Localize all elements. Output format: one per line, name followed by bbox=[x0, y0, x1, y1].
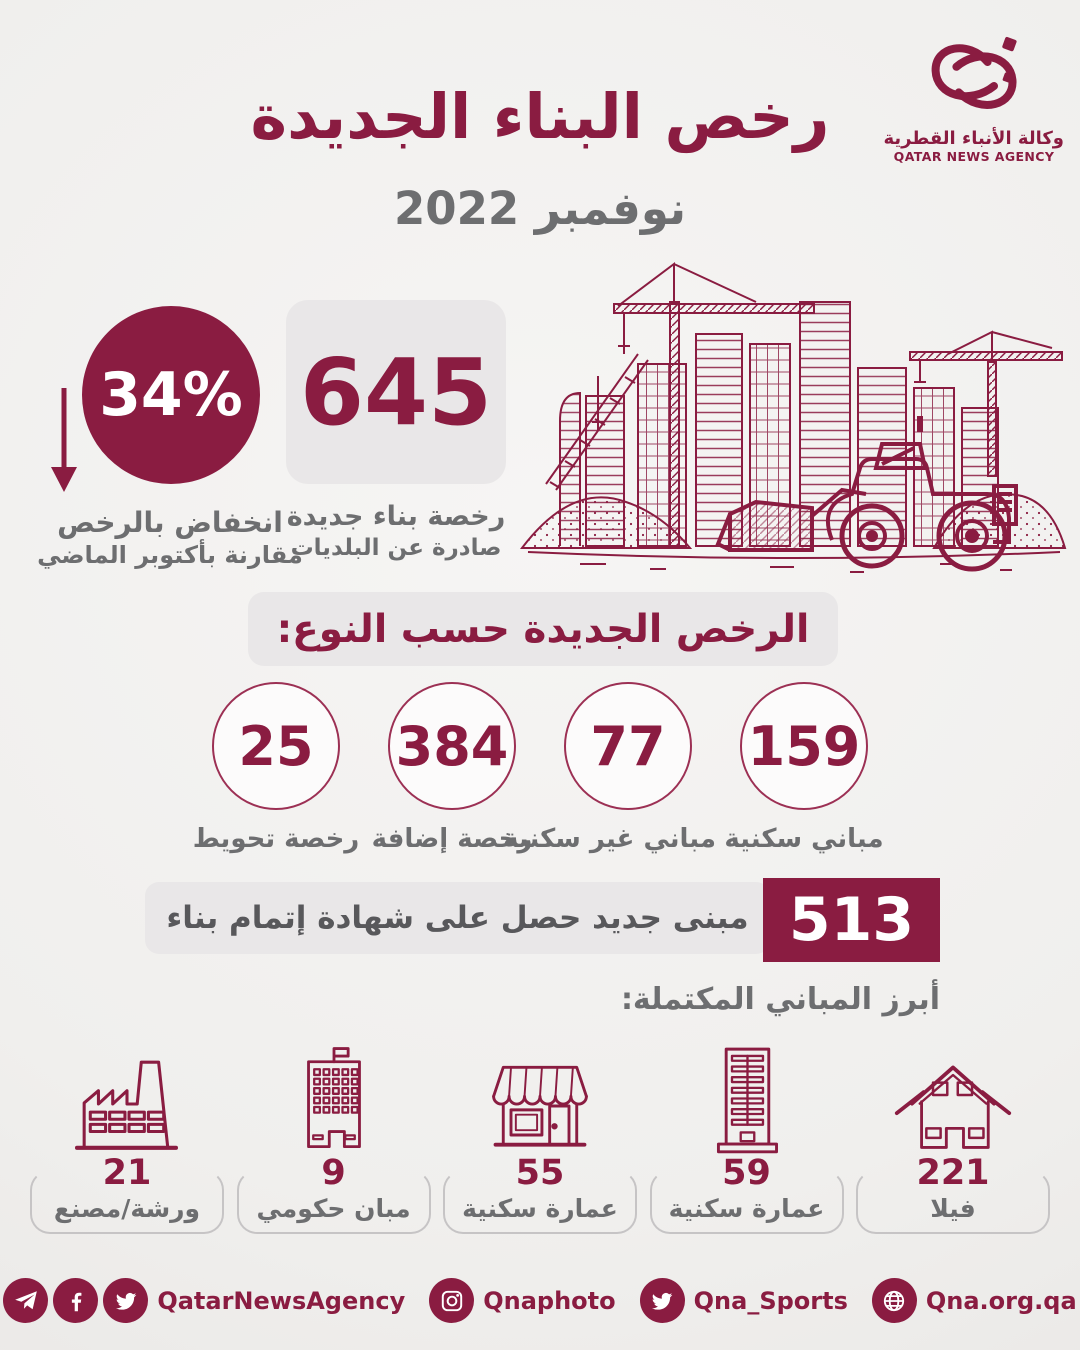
social-group-sports[interactable] bbox=[640, 1278, 848, 1323]
total-permits-value: 645 bbox=[299, 338, 493, 446]
type-value-circle bbox=[740, 682, 868, 810]
facebook-icon[interactable] bbox=[53, 1278, 98, 1323]
building-label: فيلا bbox=[930, 1193, 976, 1223]
social-group-website[interactable] bbox=[872, 1278, 1077, 1323]
type-value: 159 bbox=[747, 714, 861, 778]
building-label: عمارة سكنية bbox=[668, 1193, 825, 1223]
type-item-residential bbox=[716, 682, 892, 854]
building-label: مبان حكومي bbox=[256, 1193, 411, 1223]
twitter-icon[interactable] bbox=[103, 1278, 148, 1323]
decrease-caption-line2: مقارنة بأكتوبر الماضي bbox=[37, 540, 303, 569]
type-label: رخصة إضافة bbox=[371, 824, 533, 854]
type-label: مباني غير سكنية bbox=[503, 824, 716, 854]
apartment-tower-icon bbox=[701, 1040, 793, 1156]
building-label: ورشة/مصنع bbox=[53, 1193, 201, 1223]
factory-icon bbox=[68, 1040, 186, 1156]
logo-title-arabic: وكالة الأنباء القطرية bbox=[883, 128, 1064, 149]
social-handle[interactable]: Qna_Sports bbox=[693, 1286, 848, 1315]
building-count: 59 bbox=[722, 1153, 771, 1193]
telegram-icon[interactable] bbox=[3, 1278, 48, 1323]
type-value-circle bbox=[212, 682, 340, 810]
villa-icon bbox=[891, 1040, 1015, 1156]
shop-icon bbox=[482, 1040, 598, 1156]
building-item-government bbox=[237, 1040, 431, 1234]
building-item-shop bbox=[443, 1040, 637, 1234]
building-stat-box bbox=[856, 1153, 1050, 1234]
globe-icon[interactable] bbox=[872, 1278, 917, 1323]
completion-value: 513 bbox=[788, 885, 915, 955]
decrease-percentage-badge bbox=[82, 306, 260, 484]
by-type-row bbox=[0, 682, 1080, 854]
decrease-percentage-value: 34% bbox=[99, 360, 243, 430]
completed-buildings-title: أبرز المباني المكتملة: bbox=[620, 982, 940, 1017]
type-label: رخصة تحويط bbox=[192, 824, 360, 854]
type-value: 77 bbox=[590, 714, 666, 778]
social-group-photo[interactable] bbox=[429, 1278, 615, 1323]
building-item-tower bbox=[650, 1040, 844, 1234]
type-item-non-residential bbox=[503, 682, 716, 854]
social-handle[interactable]: QatarNewsAgency bbox=[157, 1286, 406, 1315]
type-value-circle bbox=[388, 682, 516, 810]
type-value: 384 bbox=[395, 714, 509, 778]
building-count: 55 bbox=[515, 1153, 565, 1193]
total-permits-caption bbox=[256, 500, 536, 564]
total-caption-line1: رخصة بناء جديدة bbox=[286, 501, 506, 532]
social-group-main[interactable] bbox=[3, 1278, 405, 1323]
total-caption-line2: صادرة عن البلديات bbox=[290, 534, 502, 561]
decrease-arrow-icon bbox=[48, 388, 80, 498]
building-stat-box bbox=[443, 1153, 637, 1234]
total-permits-box bbox=[286, 300, 506, 484]
twitter-icon[interactable] bbox=[640, 1278, 685, 1323]
logo-title-english: QATAR NEWS AGENCY bbox=[893, 149, 1055, 164]
social-handle[interactable]: Qnaphoto bbox=[483, 1286, 616, 1315]
social-handle[interactable]: Qna.org.qa bbox=[925, 1286, 1077, 1315]
type-item-fencing bbox=[188, 682, 364, 854]
building-count: 21 bbox=[102, 1153, 152, 1193]
building-label: عمارة سكنية bbox=[462, 1193, 618, 1223]
building-stat-box bbox=[30, 1153, 224, 1234]
page-subtitle: نوفمبر 2022 bbox=[393, 182, 687, 235]
government-building-icon bbox=[284, 1040, 384, 1156]
by-type-section-title: الرخص الجديدة حسب النوع: bbox=[248, 592, 838, 666]
instagram-icon[interactable] bbox=[429, 1278, 474, 1323]
building-item-factory bbox=[30, 1040, 224, 1234]
building-item-villa bbox=[856, 1040, 1050, 1234]
completed-buildings-row bbox=[30, 1040, 1050, 1234]
construction-site-illustration bbox=[520, 246, 1068, 578]
building-stat-box bbox=[237, 1153, 431, 1234]
type-label: مباني سكنية bbox=[724, 824, 884, 854]
building-stat-box bbox=[650, 1153, 844, 1234]
decrease-caption-line1: انخفاض بالرخص bbox=[57, 506, 283, 539]
social-footer bbox=[0, 1278, 1080, 1323]
completion-banner: مبنى جديد حصل على شهادة إتمام بناء bbox=[145, 882, 770, 954]
completion-value-box bbox=[763, 878, 940, 962]
page-title: رخص البناء الجديدة bbox=[250, 80, 830, 153]
building-count: 221 bbox=[916, 1153, 990, 1193]
type-value: 25 bbox=[238, 714, 314, 778]
type-value-circle bbox=[564, 682, 692, 810]
building-count: 9 bbox=[321, 1153, 346, 1193]
